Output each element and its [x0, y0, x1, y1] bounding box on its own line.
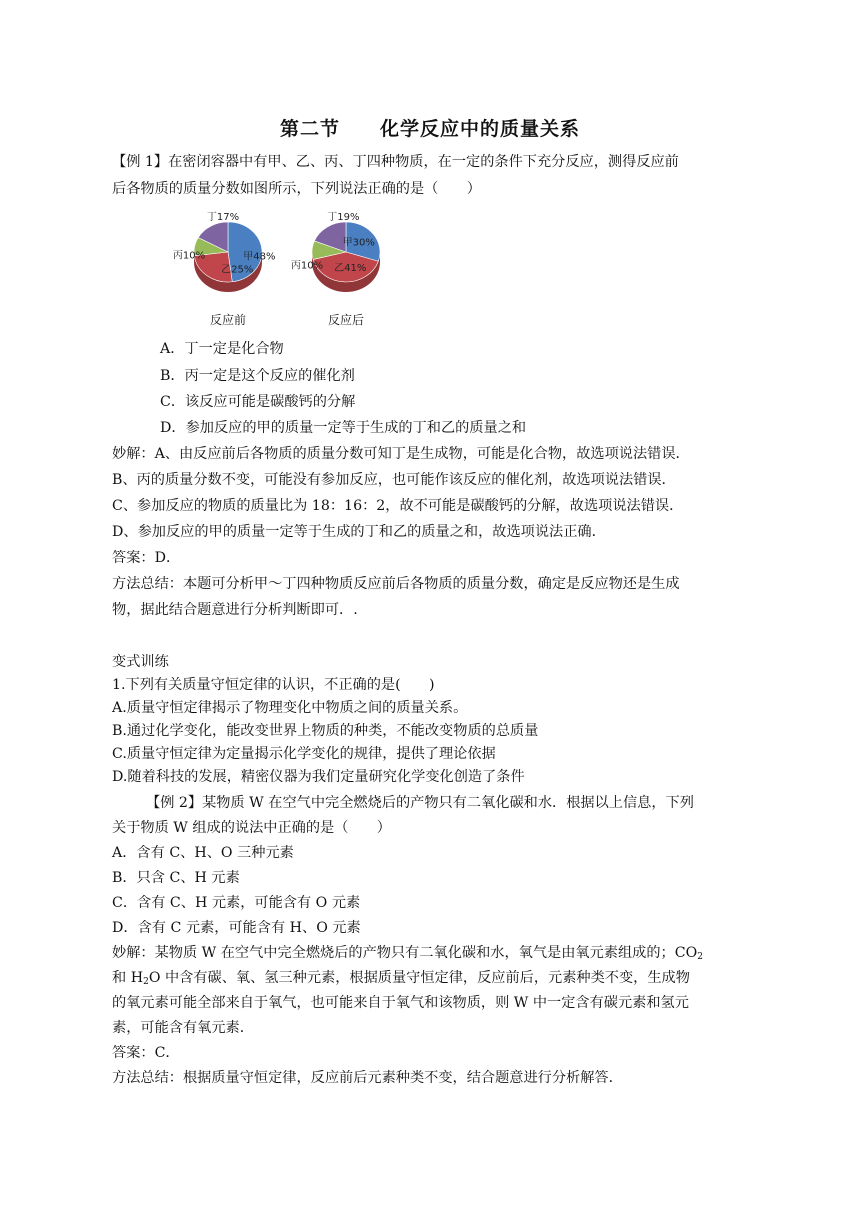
practice-option-b: B.通过化学变化，能改变世界上物质的种类，不能改变物质的总质量: [112, 723, 539, 739]
example1-summary-line1: 方法总结：本题可分析甲～丁四种物质反应前后各物质的质量分数，确定是反应物还是生成: [112, 576, 680, 592]
example2-option-a: A．含有 C、H、O 三种元素: [112, 845, 294, 861]
example1-option-c: C．该反应可能是碳酸钙的分解: [160, 394, 356, 410]
example2-solution-line1: [112, 943, 703, 963]
example1-solution-b: B、丙的质量分数不变，可能没有参加反应，也可能作该反应的催化剂，故选项说法错误．: [112, 472, 676, 488]
section-title: [0, 114, 860, 141]
example2-option-c: C．含有 C、H 元素，可能含有 O 元素: [112, 895, 361, 911]
example1-option-a: A．丁一定是化合物: [160, 341, 284, 357]
solution-text: 和 H: [112, 970, 144, 986]
section-number: 第二节: [279, 118, 340, 140]
example2-solution-line3: 的氧元素可能全部来自于氧气，也可能来自于氧气和该物质，则 W 中一定含有碳元素和氢元: [112, 995, 689, 1011]
example1-answer: 答案：D．: [112, 550, 181, 566]
example1-option-b: B．丙一定是这个反应的催化剂: [160, 368, 355, 384]
pie-charts-svg: [160, 206, 400, 330]
solution-text: O 中含有碳、氧、氢三种元素，根据质量守恒定律，反应前后，元素种类不变，生成物: [148, 970, 690, 986]
solution-text: 妙解：某物质 W 在空气中完全燃烧后的产物只有二氧化碳和水，氧气是由氧元素组成的；CO: [112, 945, 698, 961]
example2-summary: 方法总结：根据质量守恒定律，反应前后元素种类不变，结合题意进行分析解答．: [112, 1070, 623, 1086]
example1-solution-a: 妙解：A、由反应前后各物质的质量分数可知丁是生成物，可能是化合物，故选项说法错误．: [112, 446, 690, 462]
example1-solution-d: D、参加反应的甲的质量一定等于生成的丁和乙的质量之和，故选项说法正确．: [112, 524, 606, 540]
pie-chart-2: [291, 211, 380, 327]
pie-chart-1: [173, 211, 276, 327]
pie-slice-label: 丙10%: [290, 260, 324, 272]
example1-stem-line2: 后各物质的质量分数如图所示，下列说法正确的是（ ）: [112, 181, 481, 197]
pie-slice-label: 丁19%: [327, 212, 360, 223]
practice-option-a: A.质量守恒定律揭示了物理变化中物质之间的质量关系。: [112, 700, 468, 716]
pie-charts-figure: [160, 206, 400, 330]
practice-question: 1.下列有关质量守恒定律的认识，不正确的是( ): [112, 677, 435, 693]
example2-solution-line4: 素，可能含有氧元素．: [112, 1020, 254, 1036]
example1-solution-c: C、参加反应的物质的质量比为 18：16：2，故不可能是碳酸钙的分解，故选项说法错误．: [112, 498, 684, 514]
example2-option-b: B．只含 C、H 元素: [112, 870, 240, 886]
example2-option-d: D．含有 C 元素，可能含有 H、O 元素: [112, 920, 361, 936]
subscript: 2: [697, 952, 703, 962]
example2-stem-line1: 【例 2】某物质 W 在空气中完全燃烧后的产物只有二氧化碳和水．根据以上信息，下列: [146, 795, 694, 811]
practice-option-d: D.随着科技的发展，精密仪器为我们定量研究化学变化创造了条件: [112, 769, 525, 785]
pie-slice-label: 乙25%: [221, 264, 254, 276]
section-name: 化学反应中的质量关系: [380, 118, 581, 140]
pie-slice-label: 乙41%: [334, 263, 367, 274]
practice-option-c: C.质量守恒定律为定量揭示化学变化的规律，提供了理论依据: [112, 746, 496, 762]
pie-caption: 反应前: [209, 313, 247, 327]
practice-heading: 变式训练: [112, 654, 169, 670]
pie-slice-label: 甲48%: [243, 251, 276, 263]
pie-slice-label: 丁17%: [206, 212, 240, 223]
example1-option-d: D．参加反应的甲的质量一定等于生成的丁和乙的质量之和: [160, 420, 527, 436]
pie-slice-label: 丙10%: [172, 250, 206, 262]
example1-stem-line1: 【例 1】在密闭容器中有甲、乙、丙、丁四种物质，在一定的条件下充分反应，测得反应前: [112, 154, 679, 170]
pie-slice-label: 甲30%: [342, 237, 375, 249]
example2-solution-line2: [112, 968, 690, 988]
pie-caption: 反应后: [327, 313, 365, 327]
subscript: 2: [143, 977, 149, 987]
example2-stem-line2: 关于物质 W 组成的说法中正确的是（ ）: [112, 820, 391, 836]
example1-summary-line2: 物，据此结合题意进行分析判断即可．.: [112, 602, 358, 618]
example2-answer: 答案：C．: [112, 1045, 180, 1061]
